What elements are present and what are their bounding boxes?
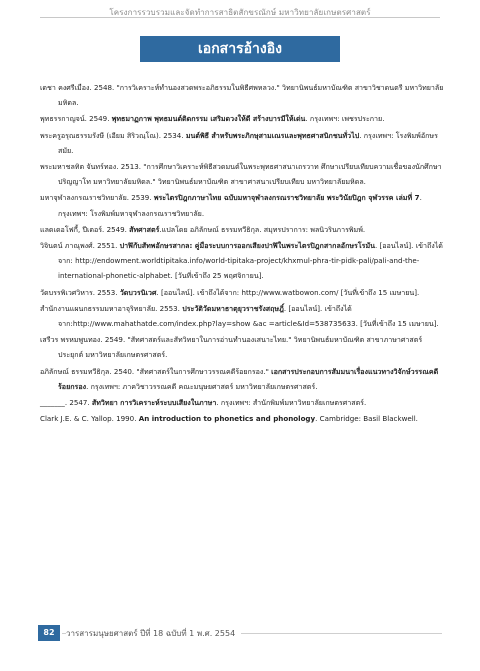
reference-text: พระครูอรุณธรรมรังษี (เอียม สิริวณฺโณ). 2534. (40, 130, 186, 140)
reference-entry (40, 411, 444, 426)
reference-text: วิจินตน์ ภาณุพงศ์. 2551. (40, 241, 120, 251)
reference-text: พระมหาชลทิต จันทร์ทอง. 2513. "การศึกษาวิเคราะห์พิธีสวดมนต์ในพระพุทธศาสนาเถรวาท ศึกษาเปรียบเทียบความเชื่อของนักศึกษาปริญญาโท มหาวิทยาลัยมหิดล." วิทยานิพนธ์มหาบัณฑิต สาขาศาสนาเปรียบเทียบ มหาวิทยาลัยมหิดล. (40, 162, 442, 187)
page-footer (0, 625, 480, 641)
section-title-bar (140, 36, 340, 62)
page-number: 82 (38, 625, 60, 641)
reference-text: . Cambridge: Basil Blackwell. (315, 414, 418, 424)
reference-title: พุทธมาฏกาพ พุทธมนต์ติดกรรม เสริมดวงให้ดี สร้างบารมีให้เด่น (111, 114, 306, 124)
header-divider (40, 17, 440, 18)
reference-text: . กรุงเทพฯ: เพชรประกาย. (305, 114, 385, 124)
reference-title: ปาฬิกับสัทพอักษรสากล: คู่มือระบบการออกเสียงปาฬิในพระไตรปิฎกสากลอักษรโรมัน (119, 241, 375, 251)
reference-text: พุทธรรกาญจน์. 2549. (40, 114, 112, 124)
reference-title: สัทวิทยา การวิเคราะห์ระบบเสียงในภาษา (91, 398, 217, 408)
reference-text: อภิลักษณ์ ธรรมทวีธิกุล. 2540. "สัทศาสตร์ในการศึกษาวรรณคดีร้อยกรอง." (40, 366, 272, 376)
reference-list (40, 80, 444, 427)
reference-text: เดชา คงศรีเมือง. 2548. "การวิเคราะห์ทำนองสวดพระอภิธรรมในพิธีศพหลวง." วิทยานิพนธ์มหาบัณฑิต สาขาวิชาดนตรี มหาวิทยาลัยมหิดล. (40, 83, 444, 108)
reference-entry (40, 190, 444, 220)
reference-entry (40, 222, 444, 237)
reference-entry (40, 238, 444, 284)
reference-entry (40, 301, 444, 331)
reference-text: . กรุงเทพฯ: โรงพิมพ์อักษรสมัย. (58, 130, 438, 155)
journal-citation: วารสารมนุษยศาสตร์ ปีที่ 18 ฉบับที่ 1 พ.ศ. 2554 (66, 627, 241, 640)
reference-text: แลดเดอโฟกี้, ปีเตอร์. 2549. (40, 224, 130, 234)
reference-title: สัทศาสตร์ (129, 224, 160, 234)
reference-title: พระไตรปิฎกภาษาไทย ฉบับมหาจุฬาลงกรณราชวิทยาลัย พระวินัยปิฎก จุฬวรรค เล่มที่ 7 (153, 193, 420, 203)
reference-text: _______. 2547. (40, 398, 92, 408)
reference-text: . [ออนไลน์]. เข้าถึงได้จาก:http://www.mahathatde.com/index.php?lay=show &ac =article&Id=538735633. [วันที่เข้าถึง 15 เมษายน]. (58, 303, 439, 329)
reference-text: สำนักงานแผนกธรรมมหาอาจุริทยาลัย. 2553. (40, 303, 183, 313)
running-header: โครงการรวบรวมและจัดทำการสาธิตสักขรณักษ์ มหาวิทยาลัยเกษตรศาสตร์ (109, 8, 371, 17)
reference-entry (40, 111, 444, 126)
reference-text: Clark J.E. & C. Yallop. 1990. (40, 414, 139, 424)
reference-text: . [ออนไลน์]. เข้าถึงได้จาก: http://www.watbowon.com/ [วันที่เข้าถึง 15 เมษายน]. (156, 287, 420, 297)
reference-title: วัดบวรนิเวศ (119, 287, 157, 297)
reference-text: . กรุงเทพฯ: สำนักพิมพ์มหาวิทยาลัยเกษตรศาสตร์. (216, 398, 367, 408)
reference-entry (40, 80, 444, 110)
reference-text: มหาจุฬาลงกรณราชวิทยาลัย. 2539. (40, 193, 154, 203)
reference-title: ประวัติวัดมหาธาตุยุวราชรังสฤษฎิ์ (182, 303, 284, 313)
reference-text: เสรีวร พรหมพูนทอง. 2549. "สัทศาสตร์และสัทวิทยาในการอ่านทำนองเสนาะไทย." วิทยานิพนธ์มหาบัณฑิต สาขาภาษาศาสตร์ประยุกต์ มหาวิทยาลัยเกษตรศาสตร์. (40, 335, 423, 360)
reference-text: . [ออนไลน์]. เข้าถึงได้จาก: http://endowment.worldtipitaka.info/world-tipitaka-project/khxmul-phra-tir-pidk-pali/pali-and-the-international-phonetic-alphabet. [วันที่เข้าถึง 25 พฤศจิกายน]. (58, 241, 443, 281)
reference-text: . กรุงเทพฯ: โรงพิมพ์มหาจุฬาลงกรณราชวิทยาลัย. (58, 193, 422, 218)
reference-entry (40, 364, 444, 394)
reference-entry (40, 332, 444, 362)
reference-title: เอกสารประกอบการสัมมนาเรื่องแนวทางวิจักษ์วรรณคดีร้อยกรอง (58, 366, 439, 391)
section-title: เอกสารอ้างอิง (198, 41, 282, 57)
reference-text: วัดบรรพิเวศวิหาร. 2553. (40, 287, 120, 297)
reference-title: มนต์พิธี สำหรับพระภิกษุสามเณรและพุทธศาสนิกชนทั่วไป (185, 130, 360, 140)
reference-text: .แปลโดย อภิลักษณ์ ธรรมทวีธิกุล. สมุทรปราการ: พลนิวรินการพิมพ์. (159, 224, 366, 234)
reference-entry (40, 395, 444, 410)
reference-text: . กรุงเทพฯ: ภาควิชาวรรณคดี คณะมนุษยศาสตร์ มหาวิทยาลัยเกษตรศาสตร์. (86, 381, 318, 391)
reference-title: An introduction to phonetics and phonology (138, 414, 316, 424)
reference-entry (40, 285, 444, 300)
reference-entry (40, 159, 444, 189)
reference-entry (40, 128, 444, 158)
